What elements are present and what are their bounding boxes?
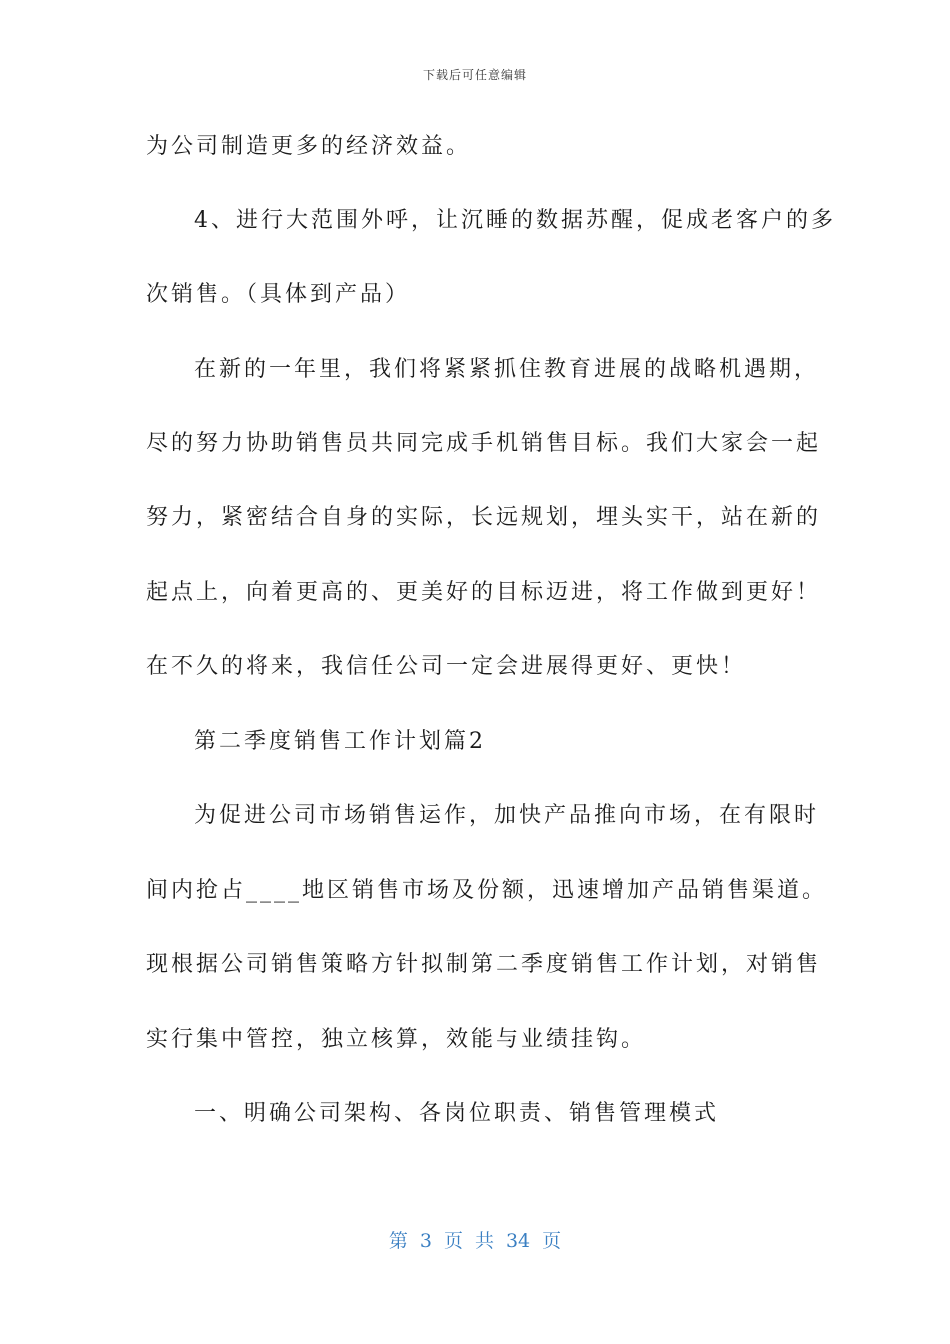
footer-total-prefix: 共 <box>474 1230 494 1252</box>
body-line-3: 次销售。（具体到产品） <box>146 282 411 307</box>
body-line-7: 起点上，向着更高的、更美好的目标迈进，将工作做到更好！ <box>146 580 822 605</box>
footer-page-unit: 页 <box>443 1230 463 1252</box>
footer-total-unit: 页 <box>542 1230 562 1252</box>
body-line-11: 间内抢占____地区销售市场及份额，迅速增加产品销售渠道。 <box>146 878 828 903</box>
body-line-10: 为促进公司市场销售运作，加快产品推向市场，在有限时 <box>194 803 820 828</box>
body-line-1: 为公司制造更多的经济效益。 <box>146 134 472 159</box>
section-heading: 第二季度销售工作计划篇2 <box>194 729 486 754</box>
footer-page-prefix: 第 <box>388 1230 408 1252</box>
page-header: 下载后可任意编辑 <box>422 68 527 82</box>
body-line-8: 在不久的将来，我信任公司一定会进展得更好、更快！ <box>146 654 747 679</box>
body-line-2: 4、进行大范围外呼，让沉睡的数据苏醒，促成老客户的多 <box>194 208 836 233</box>
footer-page-number: 3 <box>419 1230 432 1252</box>
subsection-heading: 一、明确公司架构、各岗位职责、销售管理模式 <box>194 1101 720 1126</box>
body-line-12: 现根据公司销售策略方针拟制第二季度销售工作计划，对销售 <box>146 952 822 977</box>
body-line-4: 在新的一年里，我们将紧紧抓住教育进展的战略机遇期， <box>194 357 820 382</box>
footer-total-pages: 34 <box>505 1230 531 1252</box>
body-line-5: 尽的努力协助销售员共同完成手机销售目标。我们大家会一起 <box>146 431 822 456</box>
page-footer <box>0 1226 950 1253</box>
body-line-6: 努力，紧密结合自身的实际，长远规划，埋头实干，站在新的 <box>146 505 822 530</box>
body-line-13: 实行集中管控，独立核算，效能与业绩挂钩。 <box>146 1027 647 1052</box>
